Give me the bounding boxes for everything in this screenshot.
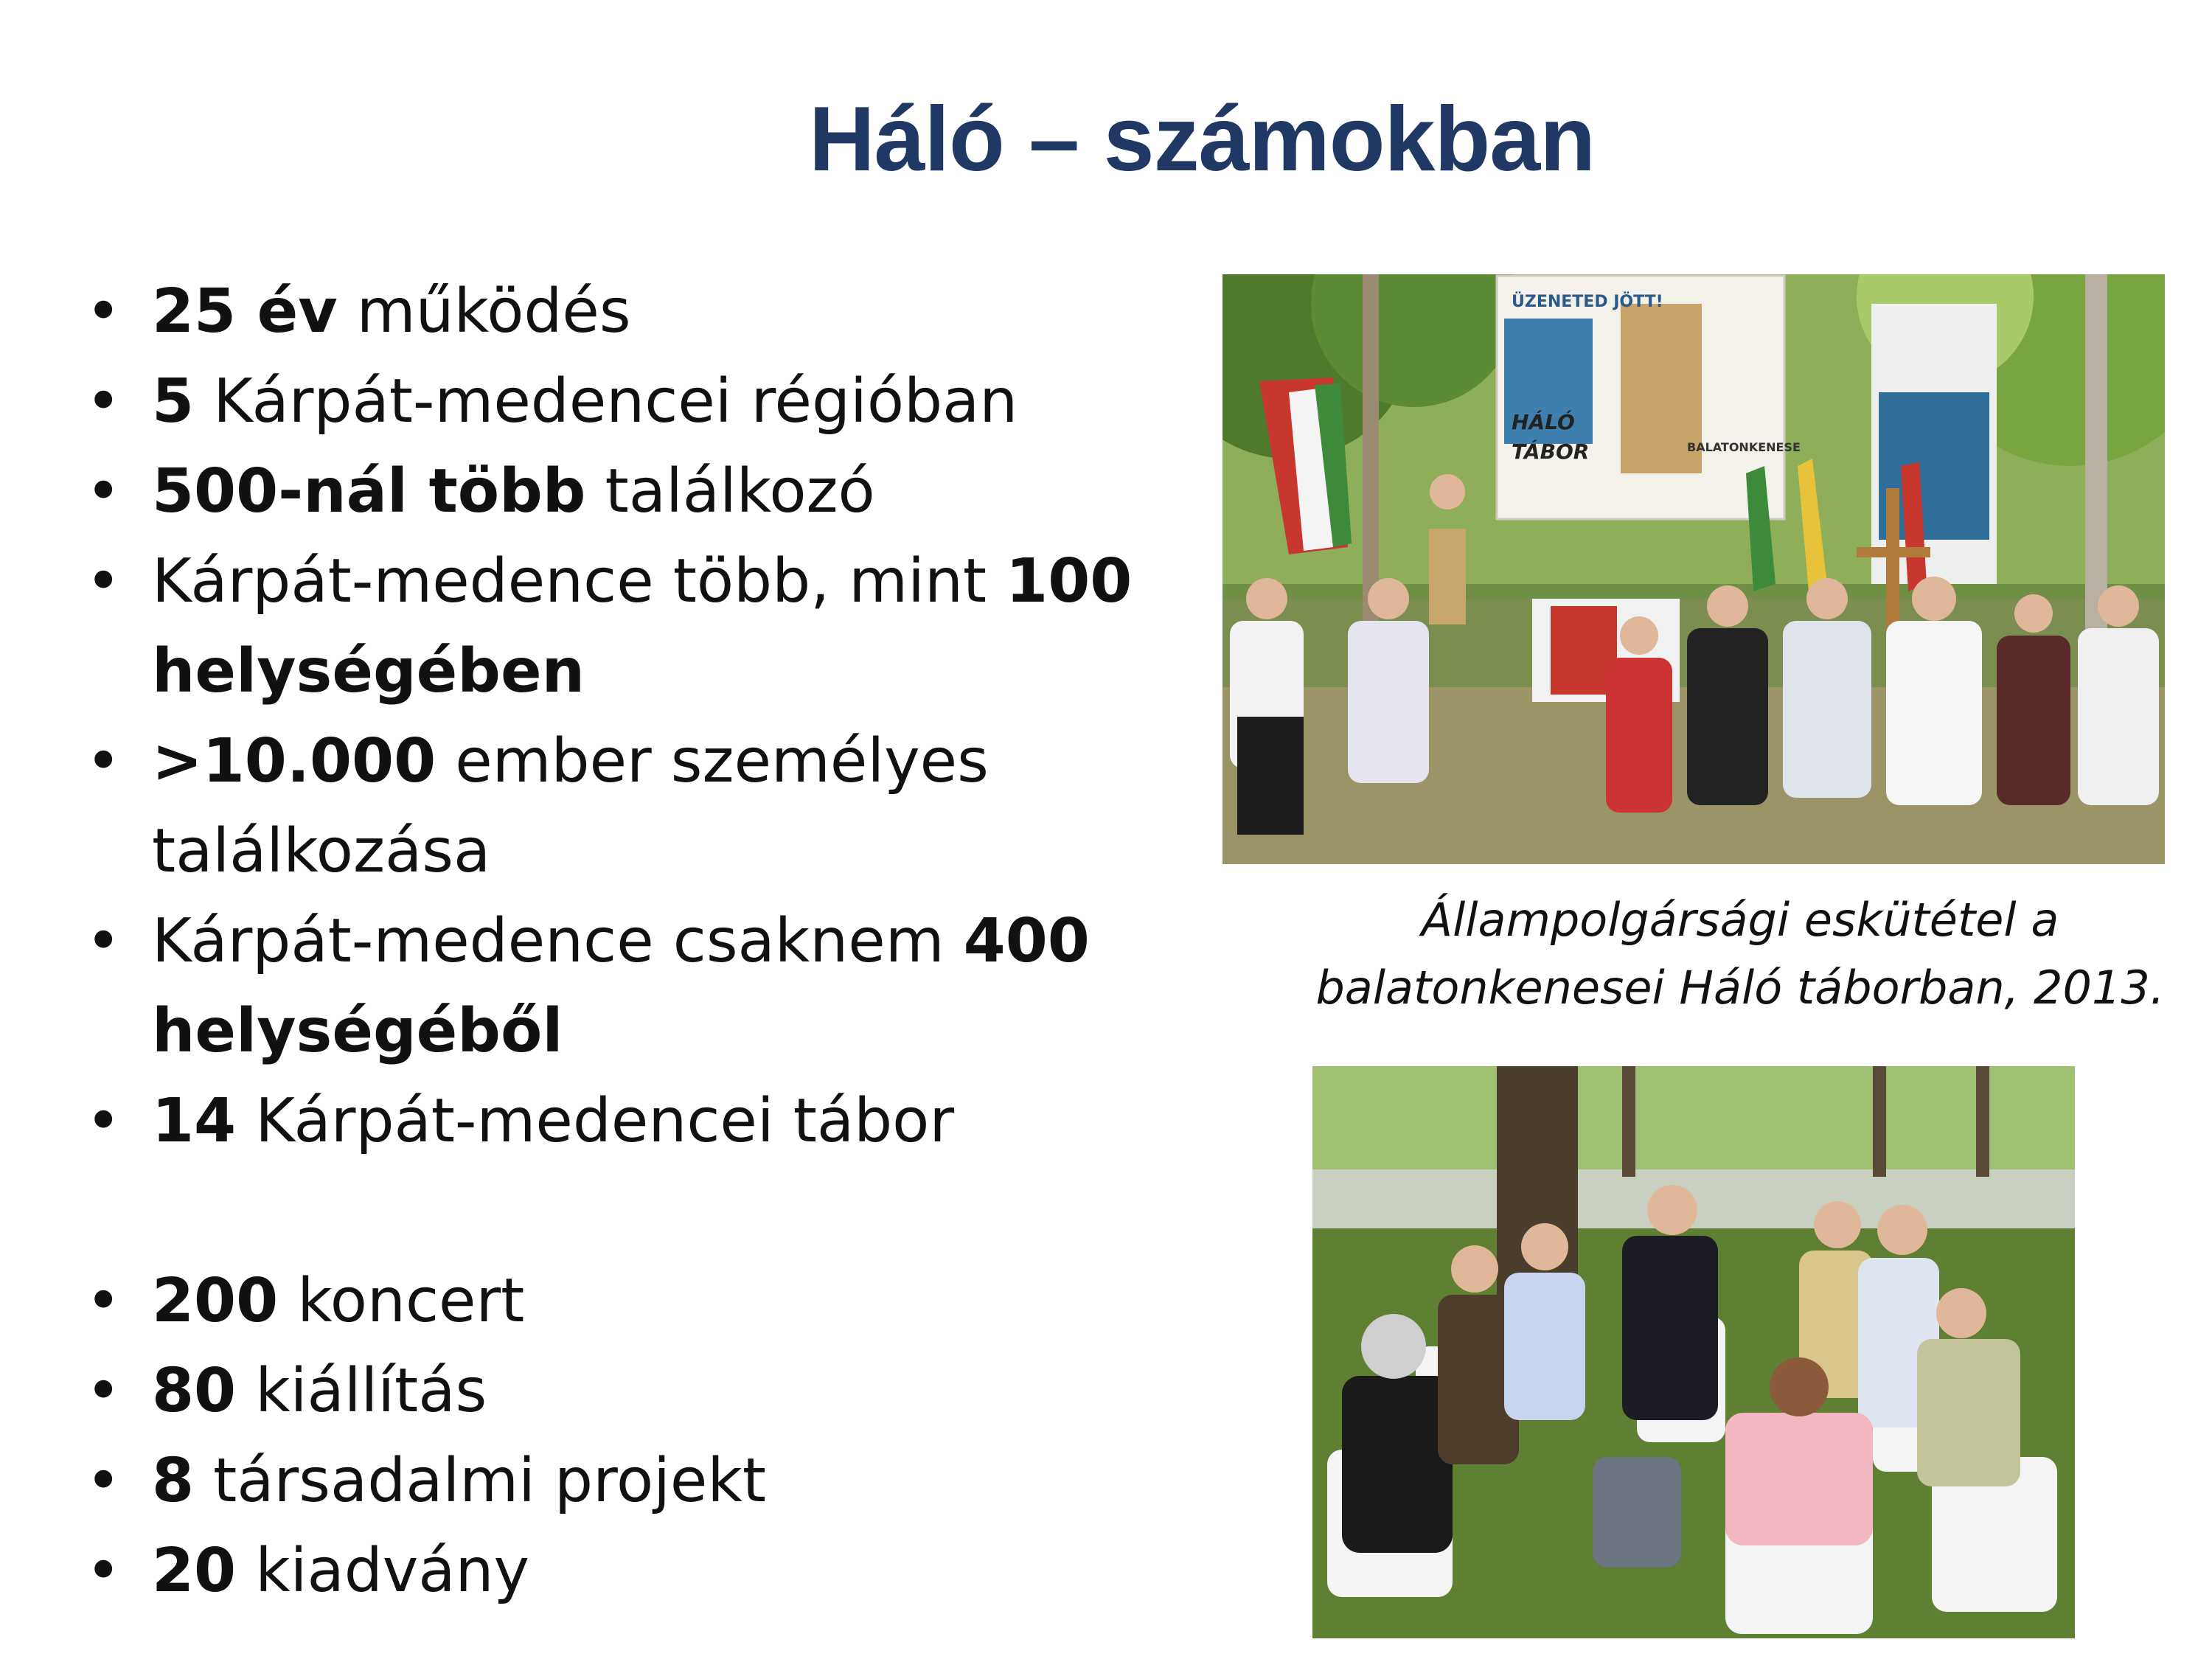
list-item: • 8 társadalmi projekt (81, 1436, 1202, 1526)
bullet-list (81, 267, 1202, 1616)
banner-heading: ÜZENETED JÖTT! (1512, 293, 1663, 311)
banner-logo-top: HÁLÓ (1512, 410, 1575, 434)
group-circle-photo (1312, 1066, 2075, 1638)
list-item: • 5 Kárpát-medencei régióban (81, 357, 1202, 447)
bullet-icon: • (86, 1356, 122, 1426)
bullet-icon: • (86, 1536, 122, 1606)
photo-caption: Állampolgársági eskütétel a balatonkenesei Háló táborban, 2013. (1315, 893, 2165, 1015)
list-item: • Kárpát-medence több, mint 100 helységében (81, 537, 1202, 717)
bullet-icon: • (86, 1446, 122, 1516)
list-item: • >10.000 ember személyes találkozása (81, 717, 1202, 897)
bullet-icon: • (86, 546, 122, 616)
list-item: • 200 koncert (81, 1256, 1202, 1346)
bullet-icon: • (86, 906, 122, 976)
list-item: • 14 Kárpát-medencei tábor (81, 1077, 1202, 1166)
bullet-icon: • (86, 456, 122, 526)
slide-title: Háló – számokban (809, 88, 1595, 190)
bullet-icon: • (86, 1266, 122, 1336)
bullet-icon: • (86, 726, 122, 796)
list-item: • 20 kiadvány (81, 1526, 1202, 1616)
bullet-icon: • (86, 366, 122, 437)
bullet-icon: • (86, 276, 122, 347)
ceremony-photo (1222, 274, 2165, 864)
bullet-icon: • (86, 1086, 122, 1156)
banner-place: BALATONKENESE (1687, 440, 1801, 454)
list-item: • 500-nál több találkozó (81, 447, 1202, 537)
list-item: • 25 év működés (81, 267, 1202, 357)
banner-logo-bottom: TÁBOR (1512, 439, 1590, 464)
list-item: • 80 kiállítás (81, 1346, 1202, 1436)
list-item: • Kárpát-medence csaknem 400 helységéből (81, 897, 1202, 1077)
